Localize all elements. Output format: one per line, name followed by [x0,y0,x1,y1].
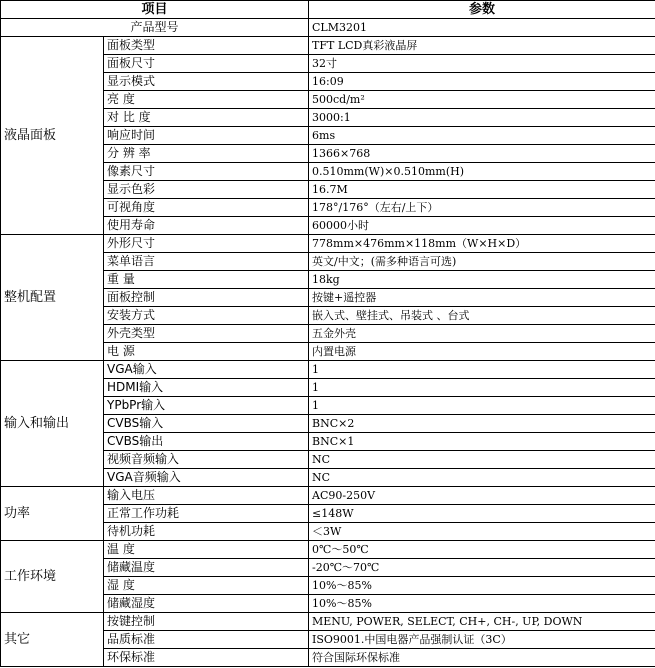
spec-value: 18kg [309,271,655,289]
spec-item: 安装方式 [104,307,309,325]
spec-item: CVBS输出 [104,433,309,451]
group-label: 功率 [1,487,104,541]
spec-row [1,361,655,379]
spec-value: 嵌入式、壁挂式、吊装式 、台式 [309,307,655,325]
spec-value: 1366×768 [309,145,655,163]
spec-value: 3000:1 [309,109,655,127]
spec-value: 0℃～50℃ [309,541,655,559]
spec-item: VGA音频输入 [104,469,309,487]
spec-value: 178°/176°（左右/上下） [309,199,655,217]
spec-item: 储藏湿度 [104,595,309,613]
model-label: 产品型号 [1,19,309,37]
spec-item: 面板控制 [104,289,309,307]
spec-item: YPbPr输入 [104,397,309,415]
group-label: 输入和输出 [1,361,104,487]
header-item: 项目 [1,1,309,19]
spec-item: 环保标准 [104,649,309,667]
header-row [1,1,655,19]
spec-row [1,541,655,559]
spec-item: 湿 度 [104,577,309,595]
spec-value: 500cd/m² [309,91,655,109]
spec-value: BNC×1 [309,433,655,451]
spec-value: NC [309,469,655,487]
spec-item: CVBS输入 [104,415,309,433]
spec-value: 1 [309,397,655,415]
spec-value: 0.510mm(W)×0.510mm(H) [309,163,655,181]
spec-item: 待机功耗 [104,523,309,541]
spec-value: 1 [309,361,655,379]
spec-value: NC [309,451,655,469]
spec-value: 1 [309,379,655,397]
spec-item: 面板类型 [104,37,309,55]
model-row [1,19,655,37]
spec-value: 内置电源 [309,343,655,361]
spec-item: 外壳类型 [104,325,309,343]
spec-item: 外形尺寸 [104,235,309,253]
spec-value: ≤148W [309,505,655,523]
spec-value: 五金外壳 [309,325,655,343]
spec-item: 分 辨 率 [104,145,309,163]
spec-item: 可视角度 [104,199,309,217]
spec-value: 16.7M [309,181,655,199]
spec-item: 使用寿命 [104,217,309,235]
group-label: 工作环境 [1,541,104,613]
spec-value: MENU, POWER, SELECT, CH+, CH-, UP, DOWN [309,613,655,631]
spec-item: 储藏温度 [104,559,309,577]
spec-value: 英文/中文；(需多种语言可选) [309,253,655,271]
header-param: 参数 [309,1,655,19]
spec-item: VGA输入 [104,361,309,379]
spec-item: 温 度 [104,541,309,559]
spec-item: 面板尺寸 [104,55,309,73]
spec-item: 重 量 [104,271,309,289]
group-label: 整机配置 [1,235,104,361]
model-value: CLM3201 [309,19,655,37]
spec-item: 菜单语言 [104,253,309,271]
group-label: 液晶面板 [1,37,104,235]
spec-item: HDMI输入 [104,379,309,397]
spec-value: 6ms [309,127,655,145]
spec-value: -20℃～70℃ [309,559,655,577]
spec-value: 16:09 [309,73,655,91]
spec-item: 按键控制 [104,613,309,631]
spec-row [1,487,655,505]
spec-item: 输入电压 [104,487,309,505]
spec-item: 亮 度 [104,91,309,109]
spec-value: ＜3W [309,523,655,541]
spec-item: 正常工作功耗 [104,505,309,523]
spec-value: 32寸 [309,55,655,73]
spec-row [1,37,655,55]
spec-item: 对 比 度 [104,109,309,127]
spec-value: ISO9001.中国电器产品强制认证（3C） [309,631,655,649]
spec-value: AC90-250V [309,487,655,505]
spec-item: 响应时间 [104,127,309,145]
spec-value: 按键+遥控器 [309,289,655,307]
spec-value: 10%～85% [309,577,655,595]
spec-item: 像素尺寸 [104,163,309,181]
spec-row [1,613,655,631]
spec-value: BNC×2 [309,415,655,433]
spec-item: 显示模式 [104,73,309,91]
spec-value: 778mm×476mm×118mm（W×H×D） [309,235,655,253]
spec-value: TFT LCD真彩液晶屏 [309,37,655,55]
spec-row [1,235,655,253]
spec-item: 视频音频输入 [104,451,309,469]
spec-item: 品质标准 [104,631,309,649]
spec-value: 10%～85% [309,595,655,613]
spec-value: 60000小时 [309,217,655,235]
spec-value: 符合国际环保标准 [309,649,655,667]
group-label: 其它 [1,613,104,667]
spec-item: 电 源 [104,343,309,361]
spec-item: 显示色彩 [104,181,309,199]
